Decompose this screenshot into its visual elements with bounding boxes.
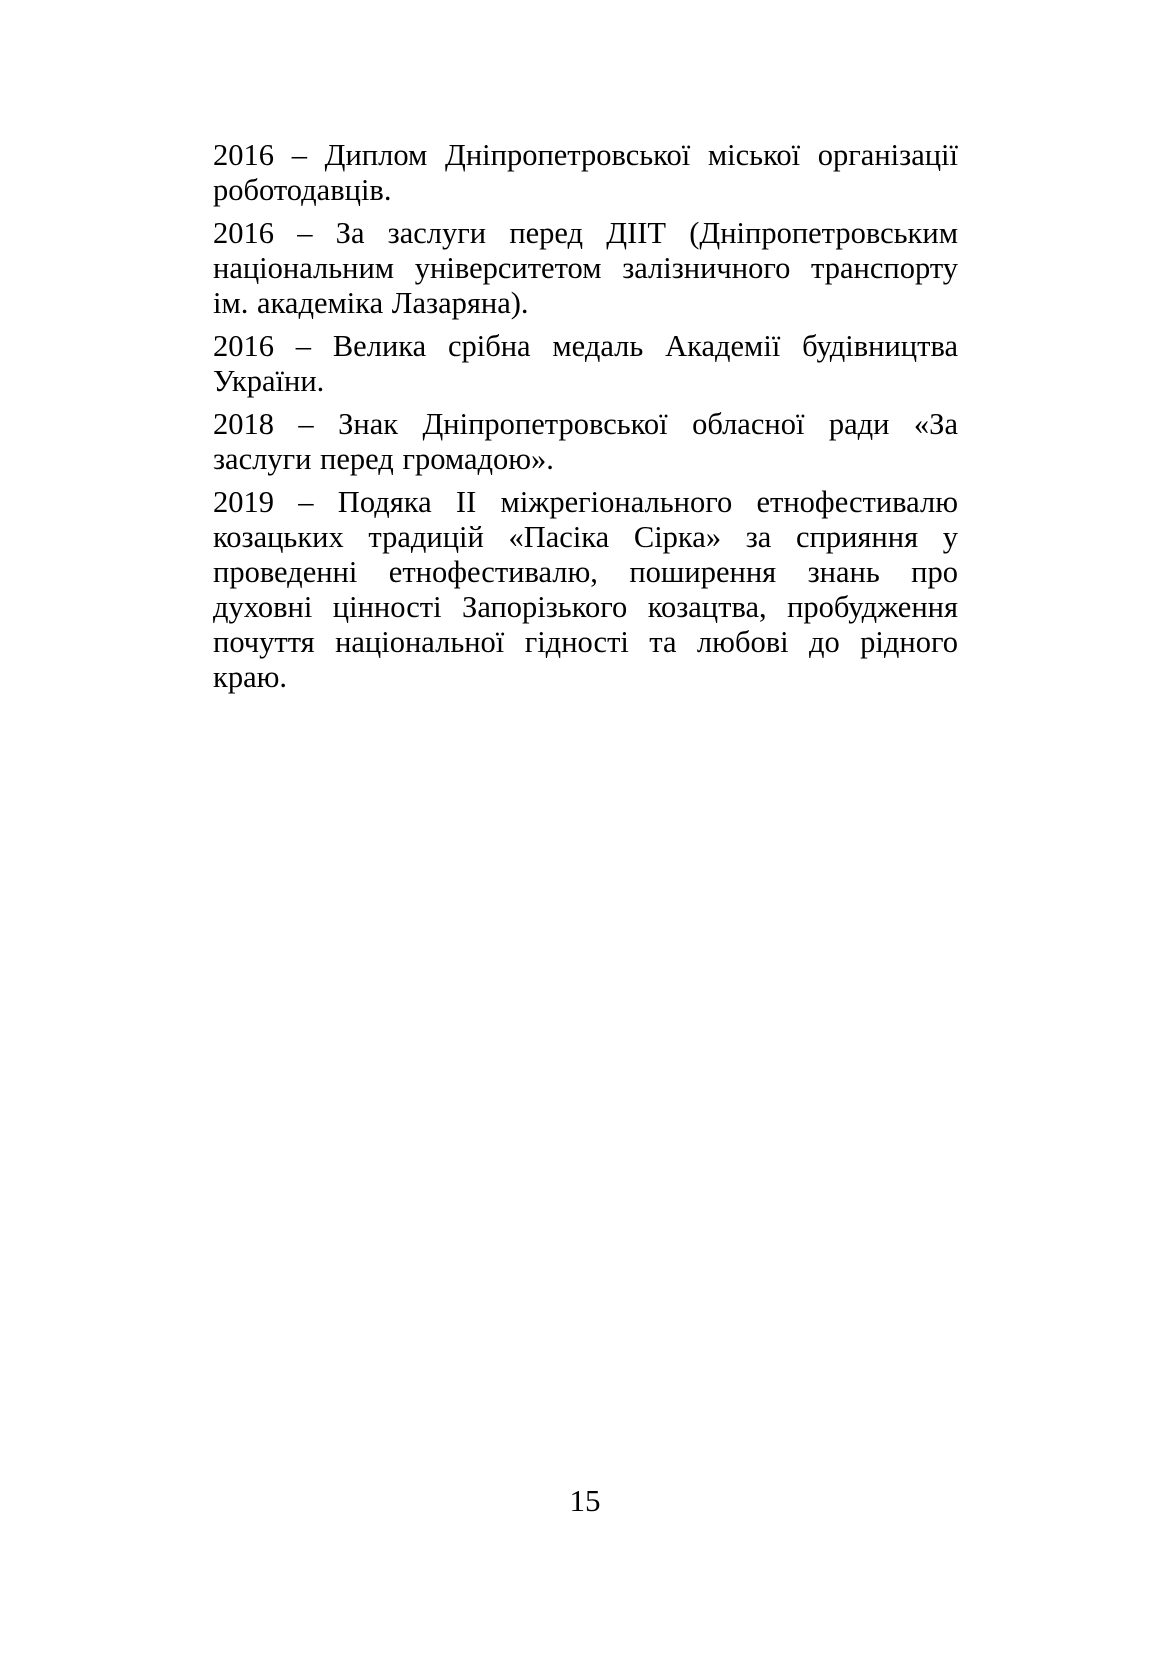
awards-list — [213, 138, 958, 703]
award-entry-2018-badge: 2018 – Знак Дніпропетровської обласної ради «За заслуги перед громадою». — [213, 407, 958, 476]
award-entry-2019-gratitude: 2019 – Подяка II міжрегіонального етнофестивалю козацьких традицій «Пасіка Сірка» за сприяння у проведенні етнофестивалю, поширення знань про духовні цінності Запорізького козацтва, пробудження почуття національної гідності та любові до рідного краю. — [213, 485, 958, 694]
award-entry-2016-medal: 2016 – Велика срібна медаль Академії будівництва України. — [213, 329, 958, 398]
page-number: 15 — [569, 1483, 601, 1518]
award-entry-2016-diit: 2016 – За заслуги перед ДІІТ (Дніпропетровським національним університетом залізничного транспорту ім. академіка Лазаряна). — [213, 216, 958, 320]
award-entry-2016-diploma: 2016 – Диплом Дніпропетровської міської організації роботодавців. — [213, 138, 958, 207]
